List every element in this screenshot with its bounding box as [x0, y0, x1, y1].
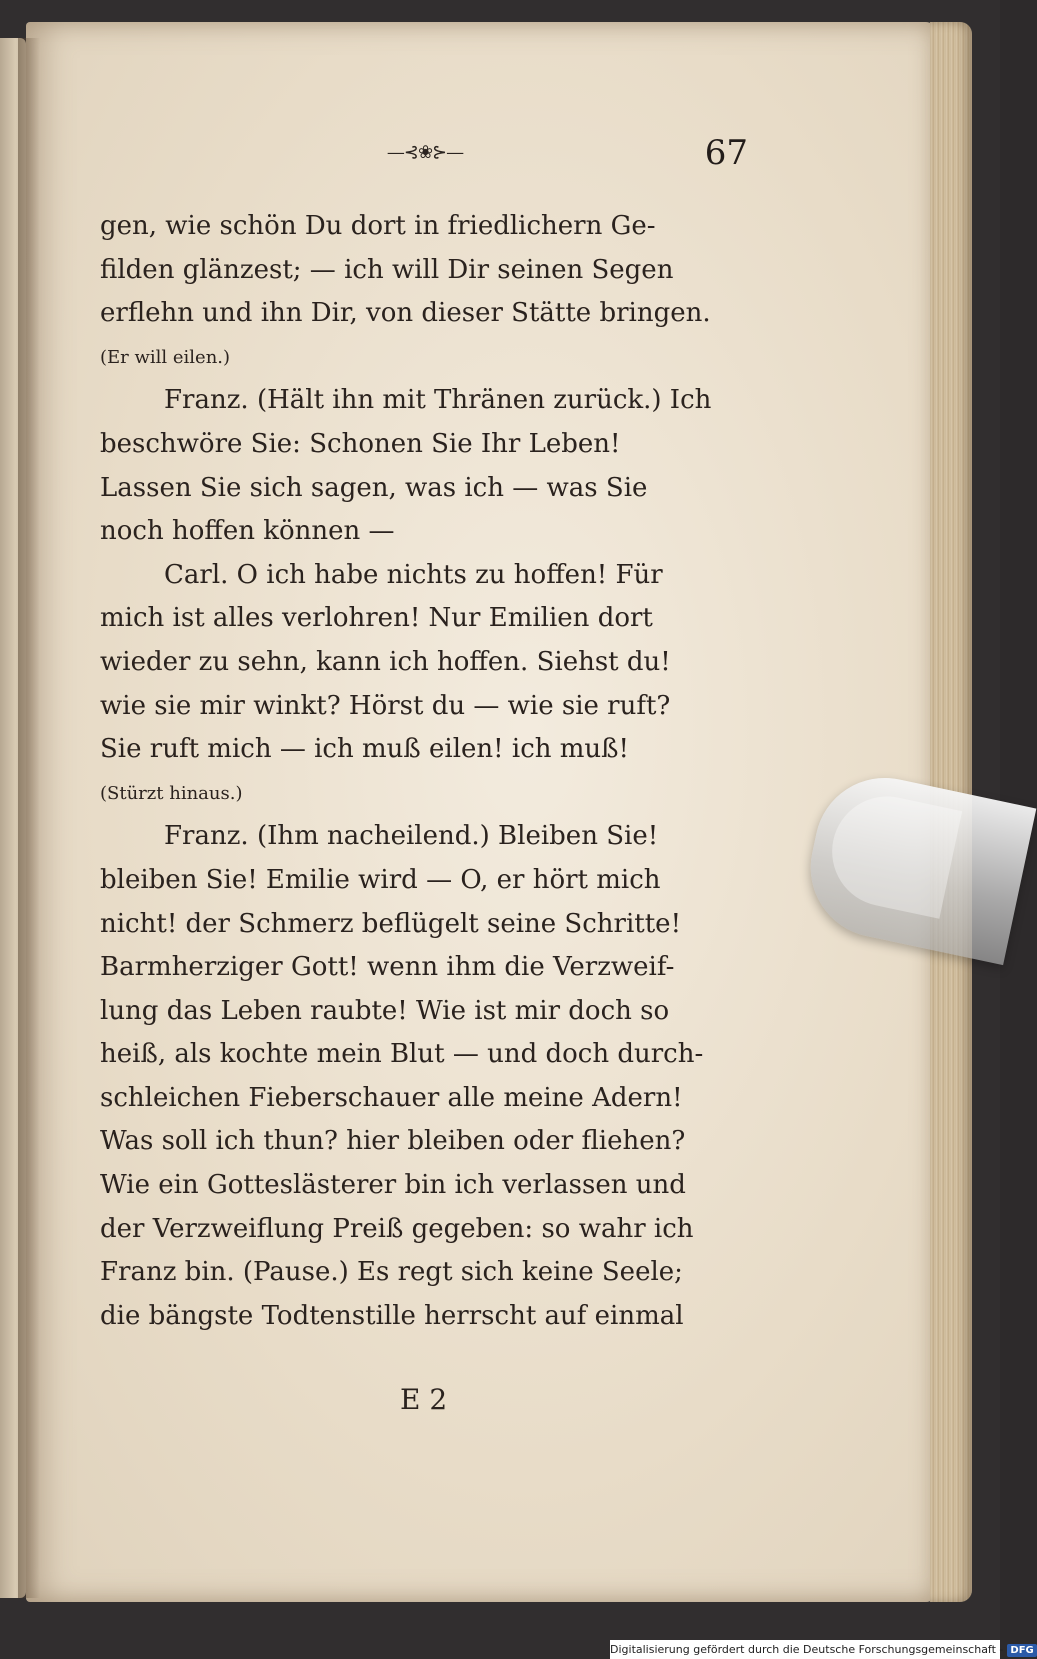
stage-direction: (Stürzt hinaus.)	[100, 782, 243, 804]
text-line: Franz. (Hält ihn mit Thränen zurück.) Ich	[164, 385, 712, 416]
ornament: —⊰❀⊱—	[386, 142, 464, 163]
book-gutter	[18, 38, 40, 1598]
body-text	[100, 205, 760, 1338]
signature-mark: E 2	[400, 1383, 448, 1416]
text-line: Barmherziger Gott! wenn ihm die Verzweif-	[100, 952, 675, 983]
text-line: noch hoffen können —	[100, 516, 395, 547]
text-line: beschwöre Sie: Schonen Sie Ihr Leben!	[100, 428, 621, 459]
text-line: bleiben Sie! Emilie wird — O, er hört mich	[100, 864, 661, 895]
text-line: Wie ein Gotteslästerer bin ich verlassen und	[100, 1170, 686, 1201]
stage-direction: (Er will eilen.)	[100, 346, 231, 368]
text-line: Carl. O ich habe nichts zu hoffen! Für	[164, 559, 663, 590]
dfg-logo-icon: DFG	[1007, 1644, 1036, 1657]
text-line: Lassen Sie sich sagen, was ich — was Sie	[100, 472, 648, 503]
text-line: erflehn und ihn Dir, von dieser Stätte bringen.	[100, 298, 711, 329]
text-line: Was soll ich thun? hier bleiben oder fliehen?	[100, 1126, 686, 1157]
text-line: filden glänzest; — ich will Dir seinen Segen	[100, 254, 674, 285]
text-line: Franz bin. (Pause.) Es regt sich keine Seele;	[100, 1257, 683, 1288]
text-line: der Verzweiflung Preiß gegeben: so wahr ich	[100, 1213, 694, 1244]
text-line: die bängste Todtenstille herrscht auf einmal	[100, 1300, 684, 1331]
page-clip-highlight	[822, 786, 962, 919]
text-line: Franz. (Ihm nacheilend.) Bleiben Sie!	[164, 821, 659, 852]
text-line: heiß, als kochte mein Blut — und doch durch-	[100, 1039, 704, 1070]
text-line: nicht! der Schmerz beflügelt seine Schritte!	[100, 908, 682, 939]
page-number: 67	[704, 133, 748, 173]
text-line: lung das Leben raubte! Wie ist mir doch so	[100, 995, 670, 1026]
text-line: schleichen Fieberschauer alle meine Adern!	[100, 1082, 683, 1113]
page-header	[100, 128, 760, 178]
text-line: Sie ruft mich — ich muß eilen! ich muß!	[100, 734, 629, 765]
digitization-credit	[610, 1640, 1034, 1659]
text-line: wie sie mir winkt? Hörst du — wie sie ruft?	[100, 690, 671, 721]
text-line: mich ist alles verlohren! Nur Emilien dort	[100, 603, 653, 634]
credit-text: Digitalisierung gefördert durch die Deutsche Forschungsgemeinschaft -	[610, 1643, 1004, 1656]
text-line: wieder zu sehn, kann ich hoffen. Siehst du!	[100, 646, 671, 677]
text-line: gen, wie schön Du dort in friedlichern Ge-	[100, 211, 656, 241]
